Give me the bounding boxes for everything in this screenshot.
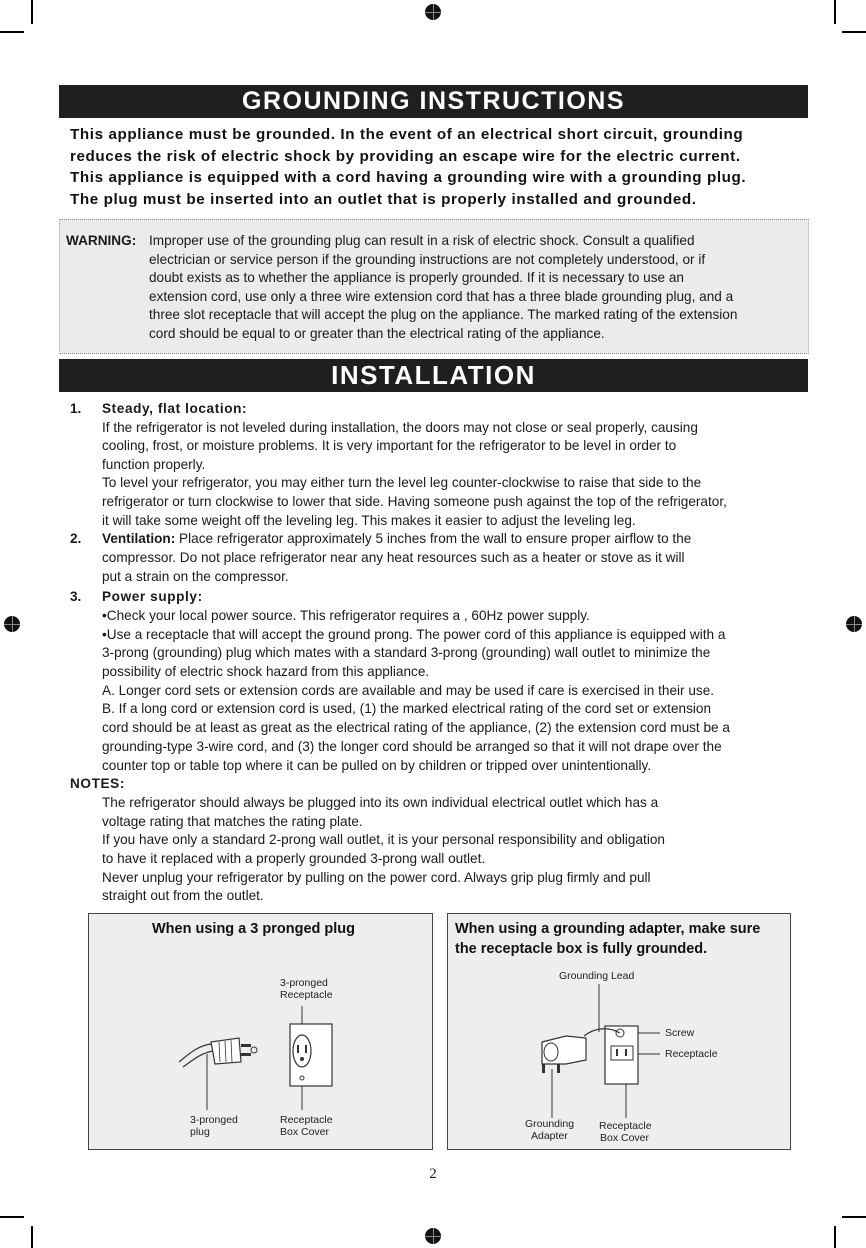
warning-label: WARNING: [66, 233, 137, 248]
item2-first-line [102, 530, 691, 548]
item1-line: refrigerator or turn clockwise to lower that side. Having someone push against the top of the refrigerator, [102, 494, 727, 509]
warning-line: three slot receptacle that will accept the plug on the appliance. The marked rating of the extension [149, 307, 738, 322]
item1-line: If the refrigerator is not leveled during installation, the doors may not close or seal properly, causing [102, 420, 698, 435]
item3-line: B. If a long cord or extension cord is used, (1) the marked electrical rating of the cord set or extension [102, 701, 712, 716]
label-box-cover-2: Box Cover [280, 1126, 330, 1138]
crop-mark-bottom-right-v [834, 1226, 836, 1248]
item2-line: compressor. Do not place refrigerator near any heat resources such as a heater or stove as it will [102, 550, 685, 565]
grounding-intro-line: This appliance is equipped with a cord having a grounding wire with a grounding plug. [70, 169, 747, 186]
label-box-cover-1: Receptacle [280, 1114, 333, 1126]
item-title-steady: Steady, flat location: [102, 401, 248, 416]
label-plug-1: 3-pronged [190, 1114, 238, 1126]
label-receptacle: Receptacle [665, 1048, 718, 1060]
figure-grounding-adapter [447, 913, 791, 1150]
warning-line: extension cord, use only a three wire extension cord that has a three blade grounding plug, and a [149, 289, 734, 304]
label-adapter-2: Adapter [531, 1130, 568, 1142]
registration-mark-bottom [425, 1228, 441, 1244]
label-adapter-1: Grounding [525, 1118, 575, 1130]
notes-line: straight out from the outlet. [102, 888, 264, 903]
registration-mark-top [425, 4, 441, 20]
item-number: 3. [70, 589, 82, 604]
figure-right-title-1: When using a grounding adapter, make sure [455, 921, 761, 937]
grounding-intro-line: The plug must be inserted into an outlet that is properly installed and grounded. [70, 191, 697, 208]
notes-label: NOTES: [70, 776, 125, 791]
item3-line: 3-prong (grounding) plug which mates with a standard 3-prong (grounding) wall outlet to minimize the [102, 645, 711, 660]
label-receptacle-top-1: 3-pronged [280, 977, 328, 989]
grounding-heading: GROUNDING INSTRUCTIONS [59, 85, 808, 118]
notes-line: to have it replaced with a properly grounded 3-prong wall outlet. [102, 851, 486, 866]
item3-line: possibility of electric shock hazard from this appliance. [102, 664, 430, 679]
item2-line: put a strain on the compressor. [102, 569, 289, 584]
registration-mark-right [846, 616, 862, 632]
item-title-ventilation: Ventilation: [102, 531, 176, 546]
item2-first-text: Place refrigerator approximately 5 inches from the wall to ensure proper airflow to the [175, 531, 692, 546]
page-number: 2 [429, 1166, 437, 1182]
notes-line: The refrigerator should always be plugged into its own individual electrical outlet which has a [102, 795, 659, 810]
figure-right-title-2: the receptacle box is fully grounded. [455, 941, 708, 957]
notes-line: voltage rating that matches the rating plate. [102, 814, 363, 829]
warning-line: Improper use of the grounding plug can result in a risk of electric shock. Consult a qualified [149, 233, 695, 248]
figure-three-pronged-plug [88, 913, 433, 1150]
label-screw: Screw [665, 1027, 695, 1039]
item3-line: counter top or table top where it can be pulled on by children or tripped over unintentionally. [102, 758, 652, 773]
figure-left-title: When using a 3 pronged plug [152, 921, 355, 937]
grounding-adapter-diagram [448, 914, 790, 1149]
item1-line: it will take some weight off the leveling leg. This makes it easier to adjust the leveling leg. [102, 513, 636, 528]
crop-mark-top-right-h [842, 31, 866, 33]
item1-line: cooling, frost, or moisture problems. It is very important for the refrigerator to be level in order to [102, 438, 677, 453]
installation-heading: INSTALLATION [59, 359, 808, 392]
item3-line: grounding-type 3-wire cord, and (3) the longer cord should be arranged so that it will not drape over the [102, 739, 722, 754]
crop-mark-bottom-right-h [842, 1216, 866, 1218]
item-number: 1. [70, 401, 82, 416]
crop-mark-bottom-left-v [31, 1226, 33, 1248]
grounding-intro-line: This appliance must be grounded. In the event of an electrical short circuit, grounding [70, 126, 744, 143]
grounding-intro-line: reduces the risk of electric shock by providing an escape wire for the electric current. [70, 148, 741, 165]
warning-line: doubt exists as to whether the appliance is properly grounded. If it is necessary to use an [149, 270, 684, 285]
label-receptacle-top-2: Receptacle [280, 989, 333, 1001]
crop-mark-top-right-v [834, 0, 836, 24]
warning-box [59, 219, 809, 354]
item-number: 2. [70, 531, 82, 546]
plug-and-receptacle-diagram [89, 914, 432, 1149]
item1-line: To level your refrigerator, you may either turn the level leg counter-clockwise to raise that side to the [102, 475, 702, 490]
item3-line: cord should be at least as great as the electrical rating of the appliance, (2) the extension cord must be a [102, 720, 730, 735]
notes-line: If you have only a standard 2-prong wall outlet, it is your personal responsibility and obligation [102, 832, 665, 847]
crop-mark-bottom-left-h [0, 1216, 24, 1218]
label-right-box-cover-1: Receptacle [599, 1120, 652, 1132]
item3-line: •Check your local power source. This refrigerator requires a , 60Hz power supply. [102, 608, 590, 623]
warning-line: electrician or service person if the grounding instructions are not completely understood, or if [149, 252, 706, 267]
warning-line: cord should be equal to or greater than the electrical rating of the appliance. [149, 326, 605, 341]
label-grounding-lead: Grounding Lead [559, 970, 635, 982]
crop-mark-top-left-h [0, 31, 24, 33]
label-right-box-cover-2: Box Cover [600, 1132, 650, 1144]
label-plug-2: plug [190, 1126, 210, 1138]
crop-mark-top-left-v [31, 0, 33, 24]
registration-mark-left [4, 616, 20, 632]
item1-line: function properly. [102, 457, 206, 472]
item-title-power: Power supply: [102, 589, 203, 604]
notes-line: Never unplug your refrigerator by pulling on the power cord. Always grip plug firmly and pull [102, 870, 651, 885]
item3-line: A. Longer cord sets or extension cords are available and may be used if care is exercised in their use. [102, 683, 715, 698]
item3-line: •Use a receptacle that will accept the ground prong. The power cord of this appliance is equipped with a [102, 627, 726, 642]
